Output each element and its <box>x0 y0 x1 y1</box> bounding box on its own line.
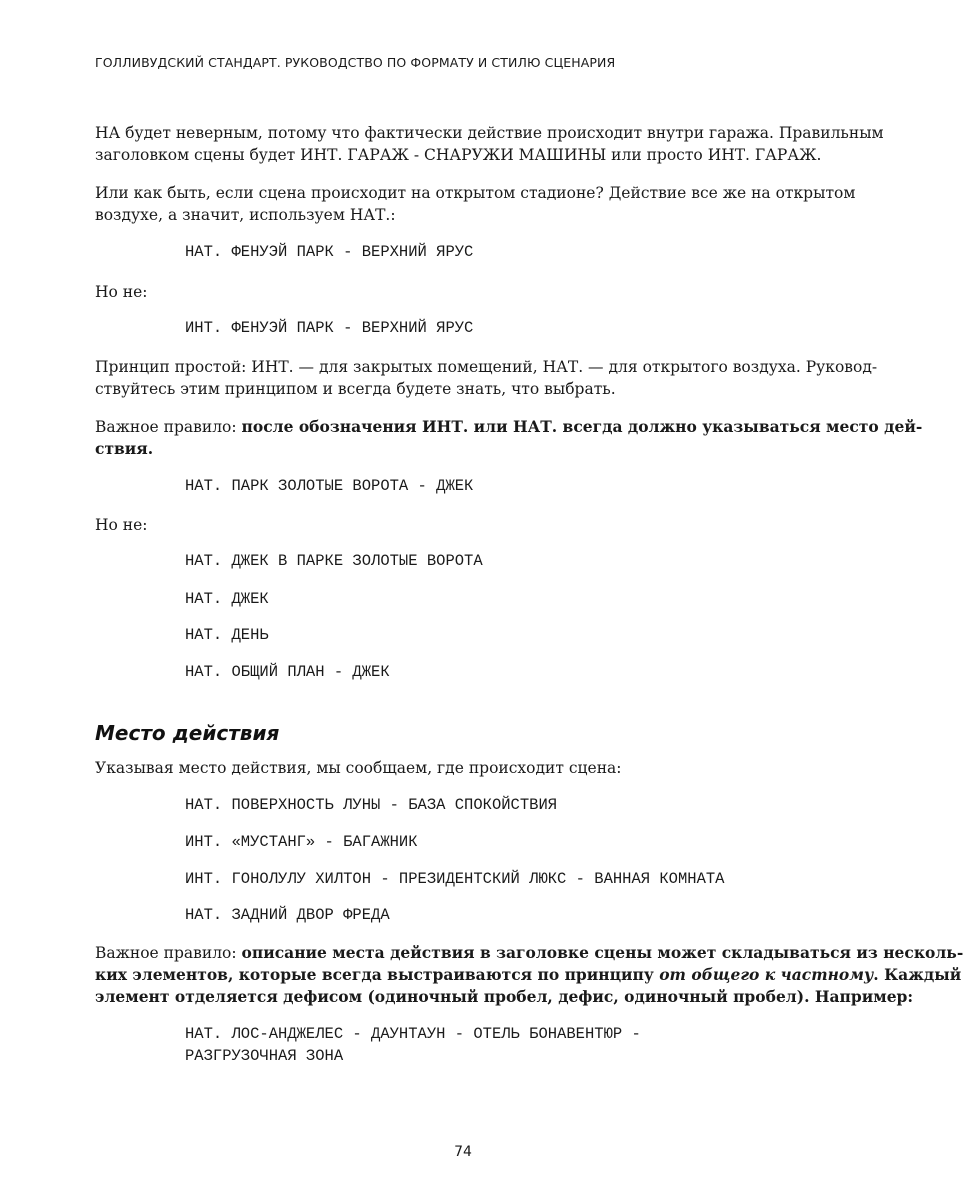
scene-heading-example: НАТ. ДЖЕК В ПАРКЕ ЗОЛОТЫЕ ВОРОТА <box>185 552 483 570</box>
running-head: ГОЛЛИВУДСКИЙ СТАНДАРТ. РУКОВОДСТВО ПО ФОРМАТУ И СТИЛЮ СЦЕНАРИЯ <box>95 55 616 70</box>
paragraph-garage-heading <box>95 122 884 166</box>
rule-label: Важное правило: <box>95 418 242 436</box>
rule-text: после обозначения ИНТ. или НАТ. всегда должно указываться место дей- <box>241 417 923 436</box>
paragraph-line: НА будет неверным, потому что фактически действие происходит внутри гаража. Правильным <box>95 124 884 142</box>
paragraph-line: заголовком сцены будет ИНТ. ГАРАЖ - СНАРУЖИ МАШИНЫ или просто ИНТ. ГАРАЖ. <box>95 146 822 164</box>
rule-text: описание места действия в заголовке сцены может складываться из несколь- <box>241 943 963 962</box>
rule-text: . Каждый <box>873 965 962 984</box>
paragraph-but-not: Но не: <box>95 516 148 534</box>
rule-emphasis: от общего к частному <box>659 965 874 984</box>
scene-heading-line: РАЗГРУЗОЧНАЯ ЗОНА <box>185 1047 344 1065</box>
scene-heading-example: НАТ. ПОВЕРХНОСТЬ ЛУНЫ - БАЗА СПОКОЙСТВИЯ <box>185 796 558 814</box>
paragraph-but-not: Но не: <box>95 283 148 301</box>
paragraph-rule-location <box>95 416 923 460</box>
section-heading: Место действия <box>95 721 280 745</box>
scene-heading-example: НАТ. ЗАДНИЙ ДВОР ФРЕДА <box>185 906 390 924</box>
scene-heading-example: НАТ. ФЕНУЭЙ ПАРК - ВЕРХНИЙ ЯРУС <box>185 243 474 261</box>
paragraph-line: Принцип простой: ИНТ. — для закрытых помещений, НАТ. — для открытого воздуха. Руковод- <box>95 358 878 376</box>
paragraph-line: воздухе, а значит, используем НАТ.: <box>95 206 396 224</box>
scene-heading-example: НАТ. ПАРК ЗОЛОТЫЕ ВОРОТА - ДЖЕК <box>185 477 474 495</box>
rule-label: Важное правило: <box>95 944 242 962</box>
scene-heading-example: ИНТ. «МУСТАНГ» - БАГАЖНИК <box>185 833 418 851</box>
rule-text: элемент отделяется дефисом (одиночный пробел, дефис, одиночный пробел). Например: <box>95 987 914 1006</box>
paragraph-rule-elements <box>95 942 963 1008</box>
paragraph-line: Или как быть, если сцена происходит на открытом стадионе? Действие все же на открытом <box>95 184 856 202</box>
paragraph-stadium <box>95 182 856 226</box>
scene-heading-example: НАТ. ДЕНЬ <box>185 626 269 644</box>
paragraph-location-intro: Указывая место действия, мы сообщаем, где происходит сцена: <box>95 759 622 777</box>
rule-text: ствия. <box>95 439 154 458</box>
scene-heading-example-multiline <box>185 1023 641 1067</box>
scene-heading-example: НАТ. ДЖЕК <box>185 590 269 608</box>
scene-heading-example: ИНТ. ГОНОЛУЛУ ХИЛТОН - ПРЕЗИДЕНТСКИЙ ЛЮКС - ВАННАЯ КОМНАТА <box>185 870 725 888</box>
rule-text: ких элементов, которые всегда выстраиваются по принципу <box>95 965 660 984</box>
scene-heading-line: НАТ. ЛОС-АНДЖЕЛЕС - ДАУНТАУН - ОТЕЛЬ БОНАВЕНТЮР - <box>185 1025 641 1043</box>
scene-heading-example: НАТ. ОБЩИЙ ПЛАН - ДЖЕК <box>185 663 390 681</box>
scene-heading-example: ИНТ. ФЕНУЭЙ ПАРК - ВЕРХНИЙ ЯРУС <box>185 319 474 337</box>
paragraph-line: ствуйтесь этим принципом и всегда будете знать, что выбрать. <box>95 380 616 398</box>
page-number: 74 <box>454 1144 472 1160</box>
paragraph-principle <box>95 356 878 400</box>
